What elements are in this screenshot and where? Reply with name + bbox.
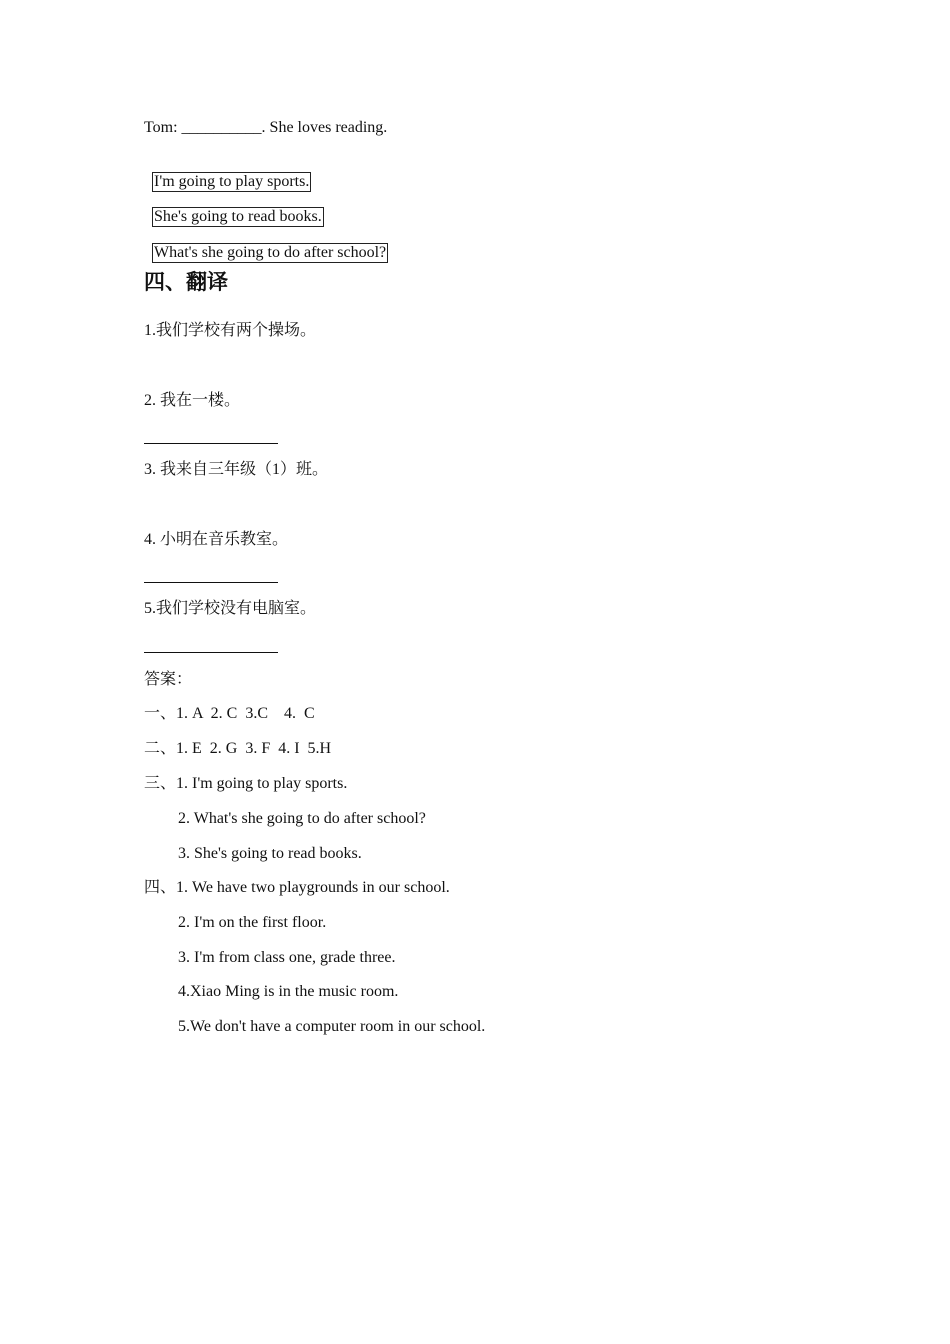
section-four-heading: 四、翻译: [144, 270, 228, 294]
answers-part-4-line-4: 4.Xiao Ming is in the music room.: [178, 983, 399, 1000]
answers-part-3-line-2: 2. What's she going to do after school?: [178, 810, 426, 827]
answers-part-3-line-1: 三、1. I'm going to play sports.: [144, 775, 348, 792]
option-box-2: She's going to read books.: [154, 208, 322, 225]
answer-blank-4: [144, 582, 278, 583]
answers-part-4-line-3: 3. I'm from class one, grade three.: [178, 949, 396, 966]
answers-part-1: 一、1. A 2. C 3.C 4. C: [144, 705, 315, 722]
translation-item-1: 1.我们学校有两个操场。: [144, 322, 317, 339]
translation-item-3: 3. 我来自三年级（1）班。: [144, 461, 329, 478]
option-box-3: What's she going to do after school?: [154, 244, 387, 261]
answers-part-2: 二、1. E 2. G 3. F 4. I 5.H: [144, 740, 332, 757]
option-row-1: [144, 152, 311, 192]
answer-blank-2: [144, 443, 278, 444]
answers-part-3-line-3: 3. She's going to read books.: [178, 845, 362, 862]
answer-blank-5: [144, 652, 278, 653]
option-row-2: [144, 187, 324, 227]
translation-item-2: 2. 我在一楼。: [144, 392, 241, 409]
translation-item-4: 4. 小明在音乐教室。: [144, 531, 289, 548]
option-box-1: I'm going to play sports.: [154, 173, 310, 190]
dialogue-tom-line: Tom: __________. She loves reading.: [144, 119, 388, 136]
translation-item-5: 5.我们学校没有电脑室。: [144, 600, 317, 617]
answers-label: 答案：: [144, 671, 193, 688]
answers-part-4-line-2: 2. I'm on the first floor.: [178, 914, 327, 931]
answers-part-4-line-1: 四、1. We have two playgrounds in our school.: [144, 879, 450, 896]
answers-part-4-line-5: 5.We don't have a computer room in our school.: [178, 1018, 486, 1035]
option-row-3: [144, 223, 388, 263]
